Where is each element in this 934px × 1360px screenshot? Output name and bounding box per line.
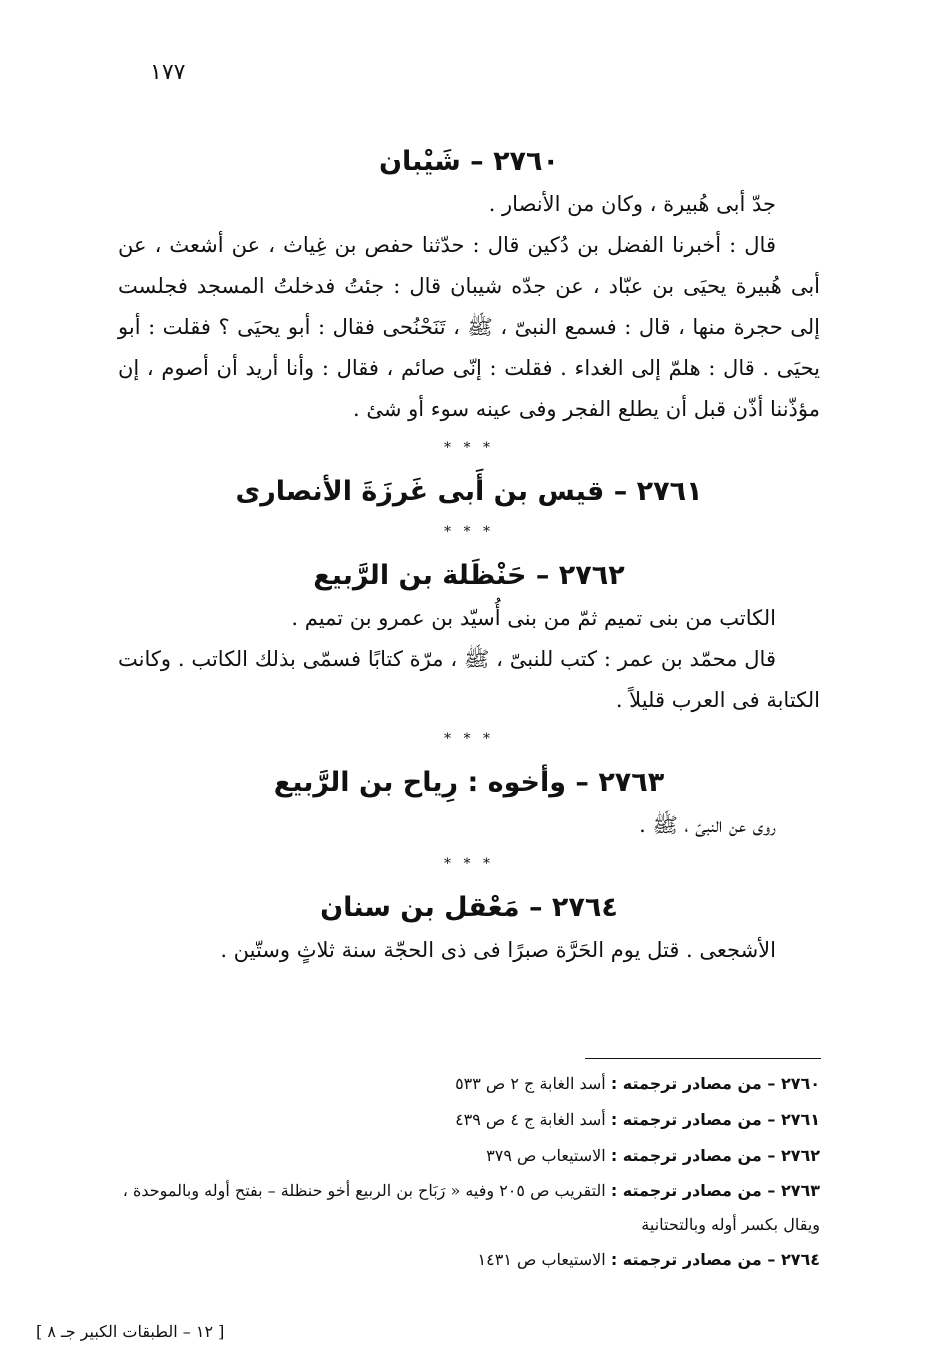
entry-paragraph: جدّ أبى هُبيرة ، وكان من الأنصار . [488,192,776,216]
entry-2762 [118,554,820,721]
footnote [118,1242,820,1278]
entry-title: ٢٧٦١ – قيس بن أَبى غَرزَةَ الأنصارى [235,476,703,507]
entry-2761 [118,470,820,514]
footnote-key: ٢٧٦١ – من مصادر ترجمته : [610,1110,820,1129]
footnote [118,1138,820,1174]
footnote-key: ٢٧٦٣ – من مصادر ترجمته : [610,1181,820,1200]
main-text [118,140,820,971]
entry-paragraph: الأشجعى . قتل يوم الحَرَّة صبرًا فى ذى الحجّة سنة ثلاثٍ وستّين . [220,938,776,962]
footnote-text: الاستيعاب ص ١٤٣١ [477,1250,606,1269]
footnote-key: ٢٧٦٠ – من مصادر ترجمته : [610,1074,820,1093]
entry-title: ٢٧٦٠ – شَيْبان [379,146,559,177]
footnote-text: الاستيعاب ص ٣٧٩ [486,1146,606,1165]
footnote-text: أسد الغابة ج ٢ ص ٥٣٣ [455,1074,606,1093]
entry-title: ٢٧٦٣ – وأخوه : رِياح بن الرَّبيع [273,767,665,798]
footnote-key: ٢٧٦٤ – من مصادر ترجمته : [610,1250,820,1269]
entry-paragraph: روى عن النبىّ ، ﷺ . [639,813,776,837]
entry-2760 [118,140,820,430]
section-separator: * * * [444,524,494,540]
footnote [118,1174,820,1242]
page-number: ١٧٧ [150,60,186,85]
page-signature: [ ١٢ – الطبقات الكبير جـ ٨ ] [36,1322,225,1341]
entry-2763 [118,761,820,846]
section-separator: * * * [444,440,494,456]
section-separator: * * * [444,731,494,747]
section-separator: * * * [444,856,494,872]
footnotes [118,1066,820,1278]
footnote [118,1066,820,1102]
footnote-text: أسد الغابة ج ٤ ص ٤٣٩ [455,1110,606,1129]
footnote-text: التقريب ص ٢٠٥ وفيه « رَبَاح بن الربيع أخو حنظلة – بفتح أوله وبالموحدة ، ويقال بكسر أوله وبالتحتانية [122,1181,820,1234]
footnote-divider [585,1058,821,1059]
entry-title: ٢٧٦٤ – مَعْقل بن سنان [320,892,618,923]
footnote [118,1102,820,1138]
entry-paragraph: قال محمّد بن عمر : كتب للنبىّ ، ﷺ ، مرّة كتابًا فسمّى بذلك الكاتب . وكانت الكتابة فى العرب قليلاً . [118,647,820,712]
footnote-key: ٢٧٦٢ – من مصادر ترجمته : [610,1146,820,1165]
entry-paragraph: قال : أخبرنا الفضل بن دُكين قال : حدّثنا حفص بن غِياث ، عن أشعث ، عن أبى هُبيرة يحيَى بن عبّاد ، عن جدّه شيبان قال : جئتُ فدخلتُ المسجد فجلست إلى حجرة منها ، قال : فسمع النبىّ ، ﷺ ، تَنَحْنُحى فقال : أبو يحيَى ؟ فقلت : أبو يحيَى . قال : هلمّ إلى الغداء . فقلت : إنّى صائم ، فقال : وأنا أريد أن أصوم ، إن مؤذّننا أذّن قبل أن يطلع الفجر وفى عينه سوء أو شئ . [118,233,820,421]
entry-title: ٢٧٦٢ – حَنْظَلة بن الرَّبيع [313,560,625,591]
entry-paragraph: الكاتب من بنى تميم ثمّ من بنى أُسيّد بن عمرو بن تميم . [291,606,776,630]
entry-2764 [118,886,820,971]
